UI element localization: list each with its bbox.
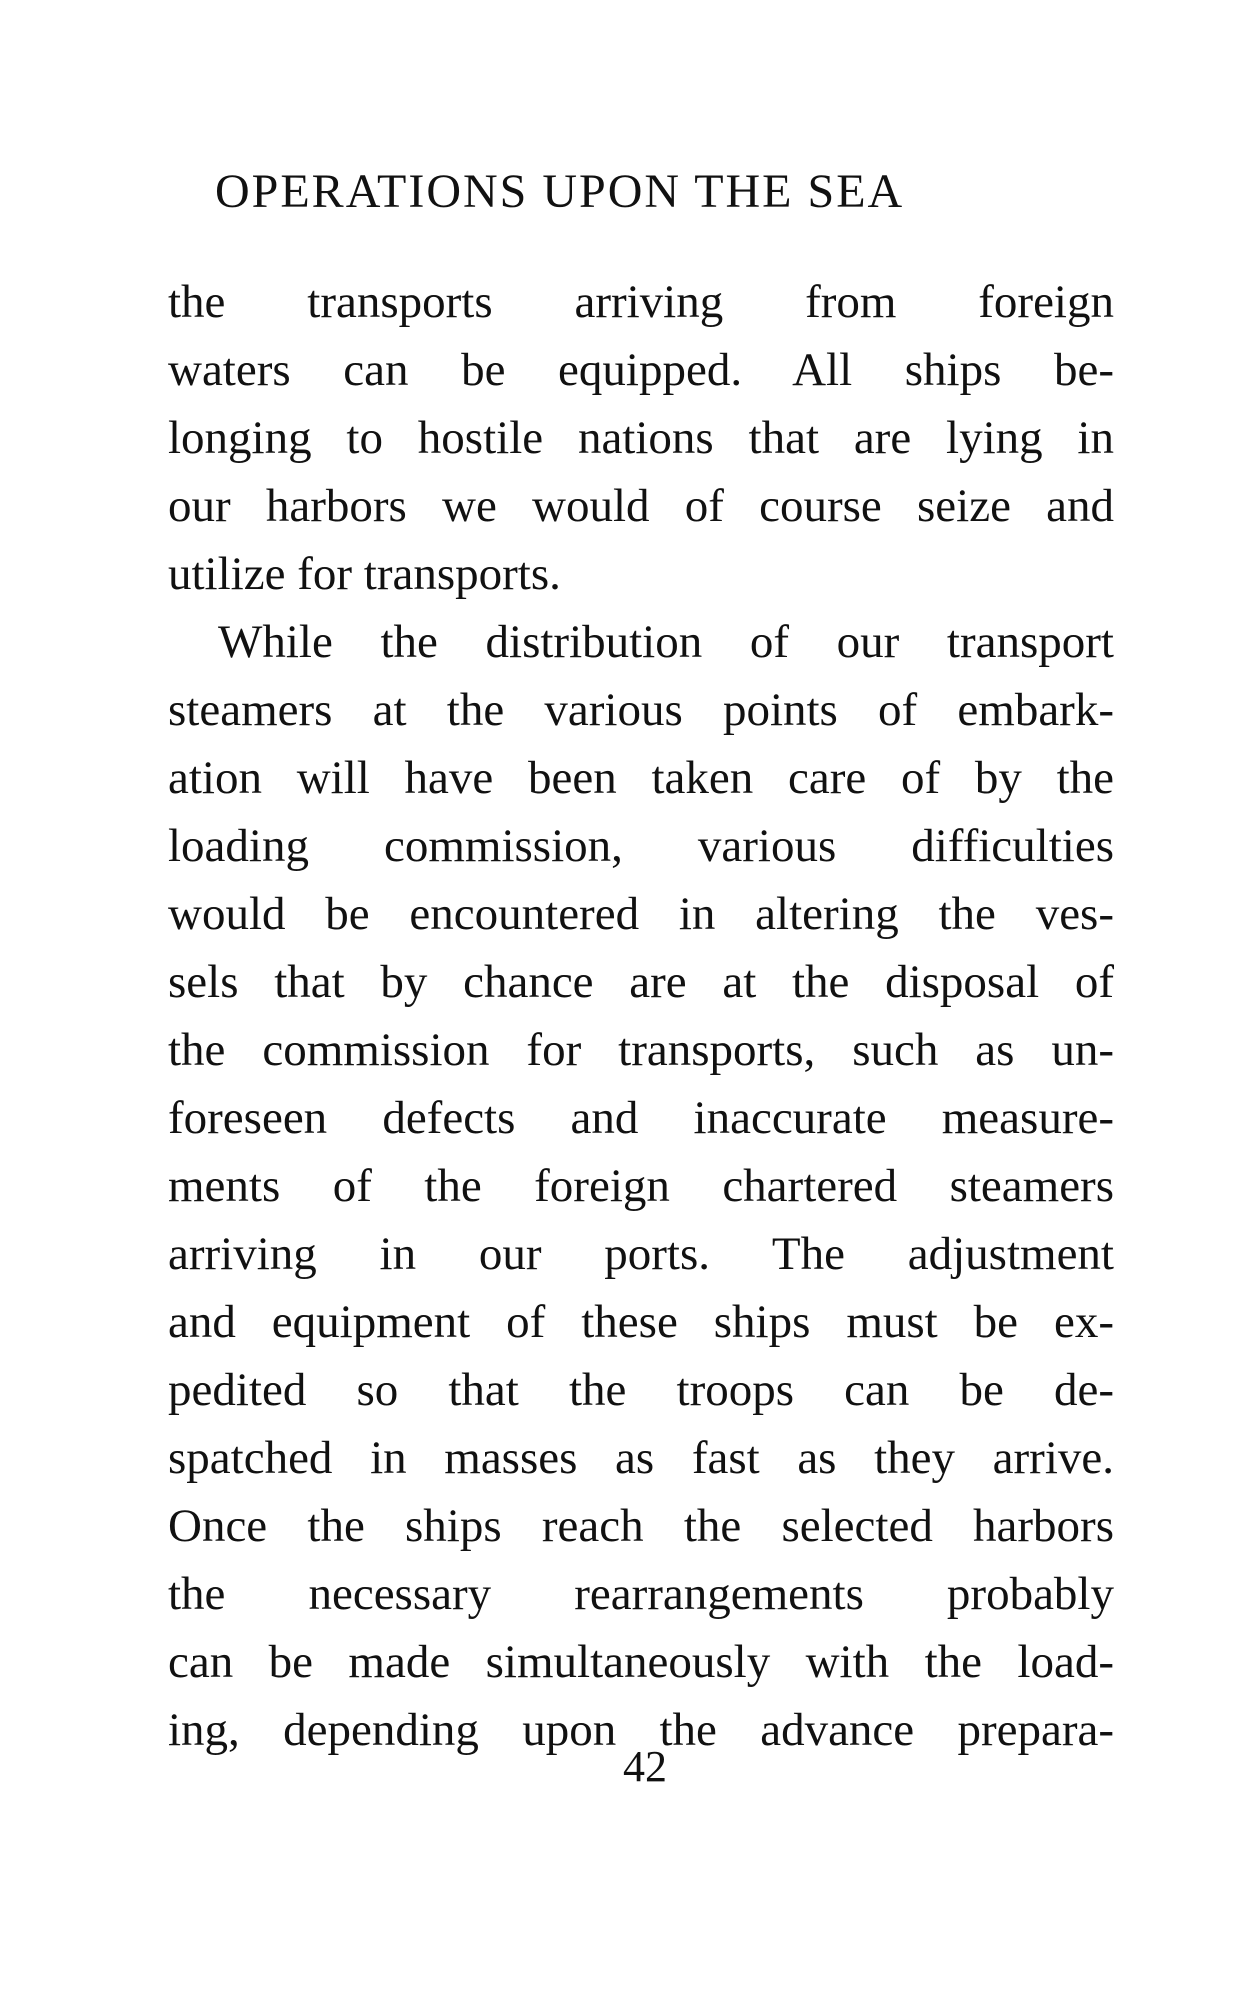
text-line: and equipment of these ships must be ex- — [168, 1296, 1114, 1348]
text-line: ments of the foreign chartered steamers — [168, 1160, 1114, 1212]
text-line: longing to hostile nations that are lying in — [168, 412, 1114, 464]
paragraph-first-line: While the distribution of our transport — [218, 616, 1114, 668]
text-line: waters can be equipped. All ships be- — [168, 344, 1114, 396]
text-line: can be made simultaneously with the load- — [168, 1636, 1114, 1688]
running-head: OPERATIONS UPON THE SEA — [215, 165, 905, 218]
text-line: would be encountered in altering the ves- — [168, 888, 1114, 940]
text-line: ation will have been taken care of by the — [168, 752, 1114, 804]
page-number: 42 — [623, 1742, 667, 1791]
text-line: spatched in masses as fast as they arrive. — [168, 1432, 1114, 1484]
text-line: loading commission, various difficulties — [168, 820, 1114, 872]
text-line: Once the ships reach the selected harbors — [168, 1500, 1114, 1552]
text-line: our harbors we would of course seize and — [168, 480, 1114, 532]
text-line: arriving in our ports. The adjustment — [168, 1228, 1114, 1280]
text-line: the transports arriving from foreign — [168, 276, 1114, 328]
text-line: pedited so that the troops can be de- — [168, 1364, 1114, 1416]
text-line: ing, depending upon the advance prepara- — [168, 1704, 1114, 1756]
body-text — [168, 268, 1114, 1764]
text-line: the commission for transports, such as un- — [168, 1024, 1114, 1076]
text-line: utilize for transports. — [168, 548, 561, 600]
text-line: the necessary rearrangements probably — [168, 1568, 1114, 1620]
text-line: foreseen defects and inaccurate measure- — [168, 1092, 1114, 1144]
text-line: sels that by chance are at the disposal of — [168, 956, 1114, 1008]
text-line: steamers at the various points of embark- — [168, 684, 1114, 736]
